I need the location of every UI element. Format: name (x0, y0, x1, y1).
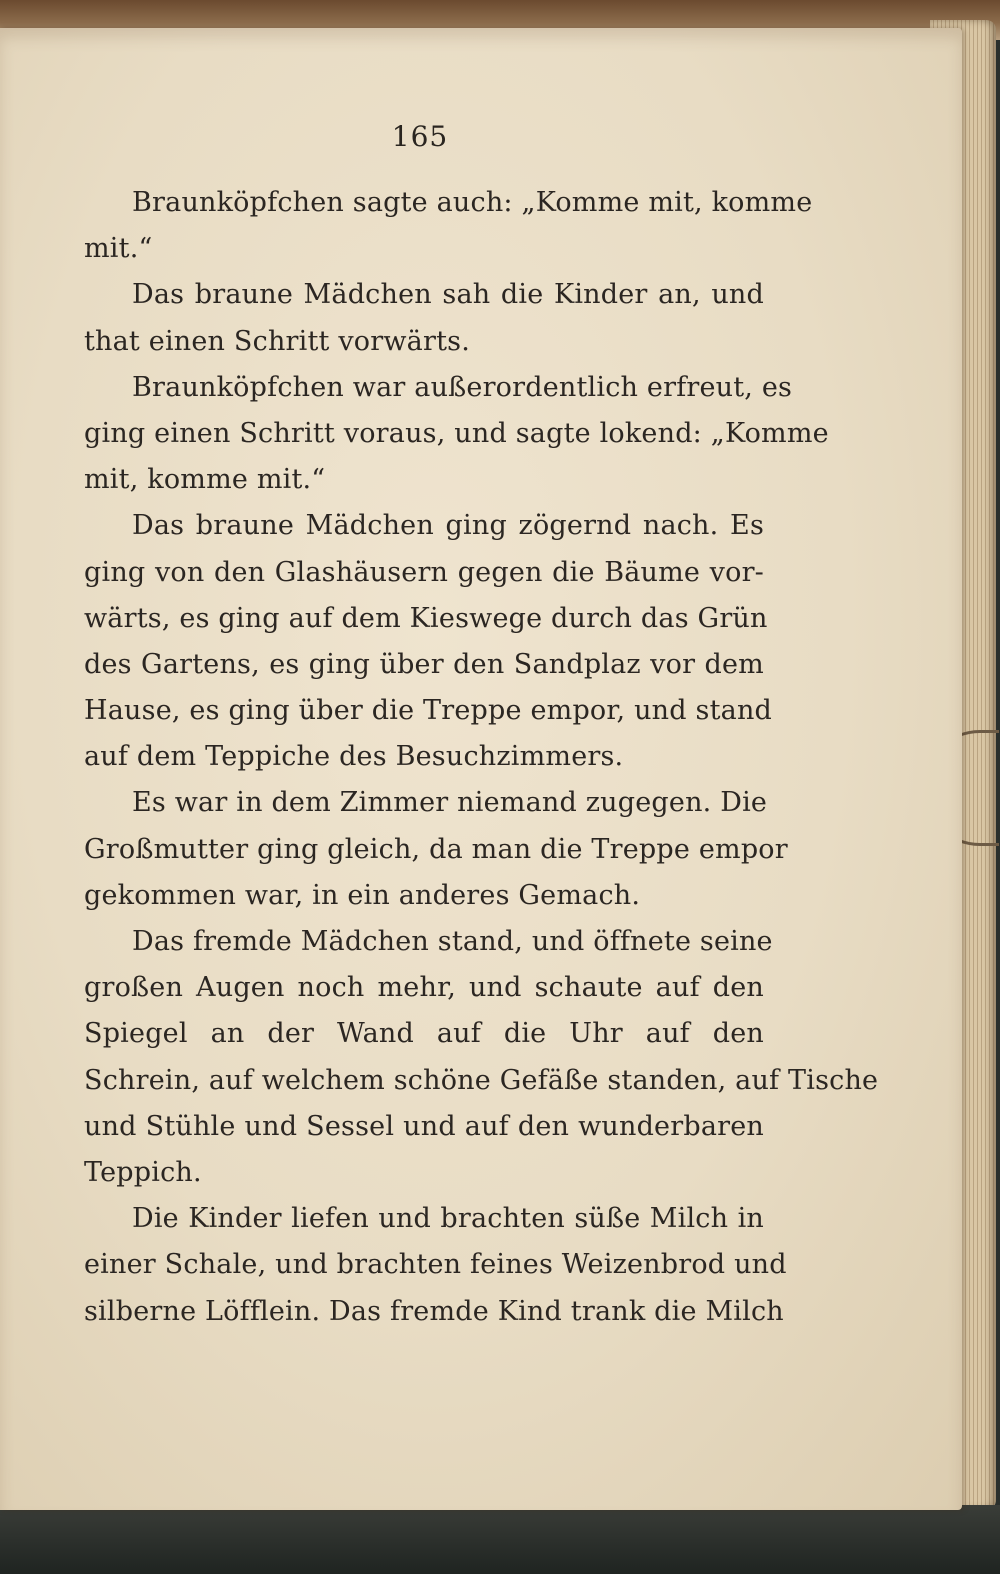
text-line: Spiegel an der Wand auf die Uhr auf den (84, 1018, 764, 1050)
text-line: großen Augen noch mehr, und schaute auf den (84, 972, 764, 1004)
text-line: Das fremde Mädchen stand, und öffnete seine (132, 926, 773, 957)
text-line: gekommen war, in ein anderes Gemach. (84, 879, 641, 911)
text-line: auf dem Teppiche des Besuchzimmers. (84, 741, 624, 773)
text-line: ging einen Schritt voraus, und sagte lokend: „Komme (84, 417, 829, 449)
text-line: des Gartens, es ging über den Sandplaz vor dem (84, 648, 764, 680)
text-line: Großmutter ging gleich, da man die Treppe empor (84, 833, 788, 865)
page-text (84, 180, 879, 1335)
text-line: Schrein, auf welchem schöne Gefäße standen, auf Tische (84, 1064, 879, 1096)
text-line: Das braune Mädchen sah die Kinder an, und (132, 279, 764, 311)
text-line: Die Kinder liefen und brachten süße Milch in (132, 1203, 764, 1235)
text-line: Es war in dem Zimmer niemand zugegen. Die (132, 787, 768, 819)
text-line: silberne Löfflein. Das fremde Kind trank die Milch (84, 1295, 784, 1327)
text-line: mit, komme mit.“ (84, 464, 326, 496)
book-page (0, 28, 962, 1510)
text-line: Hause, es ging über die Treppe empor, und stand (84, 695, 773, 727)
text-line: mit.“ (84, 233, 153, 265)
page-number: 165 (391, 120, 449, 153)
text-line: und Stühle und Sessel und auf den wunderbaren (84, 1110, 764, 1142)
text-line: Teppich. (84, 1156, 202, 1188)
text-line: einer Schale, und brachten feines Weizenbrod und (84, 1249, 787, 1281)
text-line: Das braune Mädchen ging zögernd nach. Es (132, 510, 764, 542)
text-line: that einen Schritt vorwärts. (84, 325, 470, 357)
text-line: Braunköpfchen war außerordentlich erfreut, es (132, 371, 793, 403)
text-line: wärts, es ging auf dem Kieswege durch das Grün (84, 602, 768, 634)
book-cover-bottom (0, 1505, 1000, 1574)
text-line: Braunköpfchen sagte auch: „Komme mit, komme (132, 187, 813, 218)
text-line: ging von den Glashäusern gegen die Bäume vor- (84, 556, 764, 588)
